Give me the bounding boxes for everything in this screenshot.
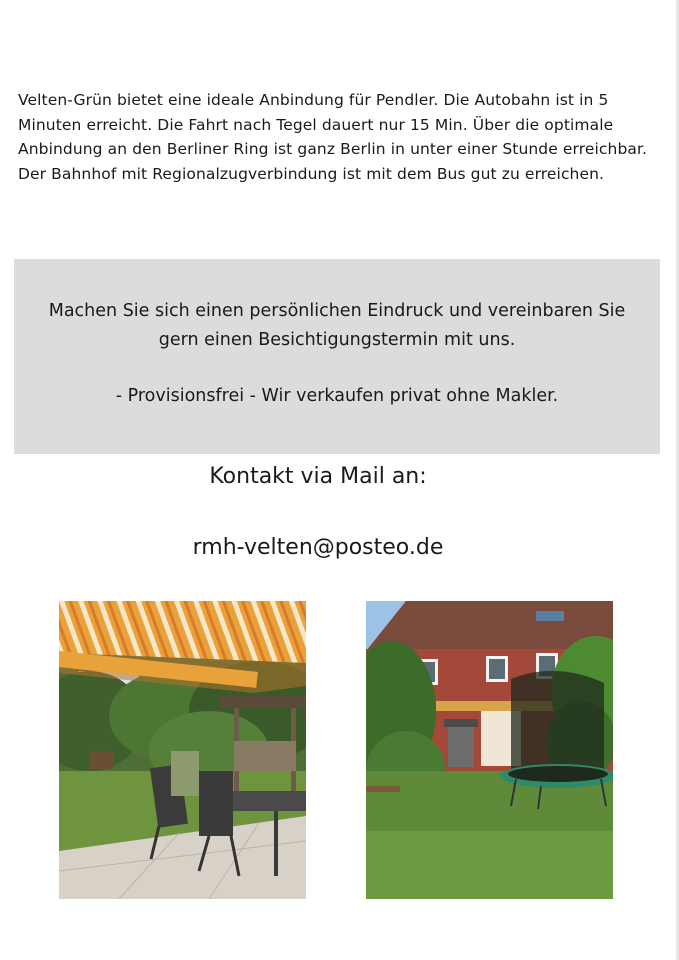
contact-heading: Kontakt via Mail an: — [209, 464, 427, 489]
intro-paragraph-train: Der Bahnhof mit Regionalzugverbindung ist mit dem Bus gut zu erreichen. — [18, 164, 605, 183]
commission-free-note: - Provisionsfrei - Wir verkaufen privat ohne Makler. — [115, 386, 559, 406]
viewing-invitation-text: Machen Sie sich einen persönlichen Eindruck und vereinbaren Sie gern einen Besichtigungstermin mit uns. — [48, 301, 626, 350]
viewing-callout-box — [14, 259, 660, 454]
intro-paragraph-commute: Velten-Grün bietet eine ideale Anbindung für Pendler. Die Autobahn ist in 5 Minuten erreicht. Die Fahrt nach Tegel dauert nur 15 Min. Über die optimale Anbindung an den Berliner Ring ist ganz Berlin in unter einer Stunde erreichbar. — [18, 91, 648, 158]
intro-text — [18, 88, 668, 186]
terrace-awning-photo — [59, 601, 306, 899]
contact-email: rmh-velten@posteo.de — [192, 535, 444, 560]
house-garden-photo — [366, 601, 613, 899]
